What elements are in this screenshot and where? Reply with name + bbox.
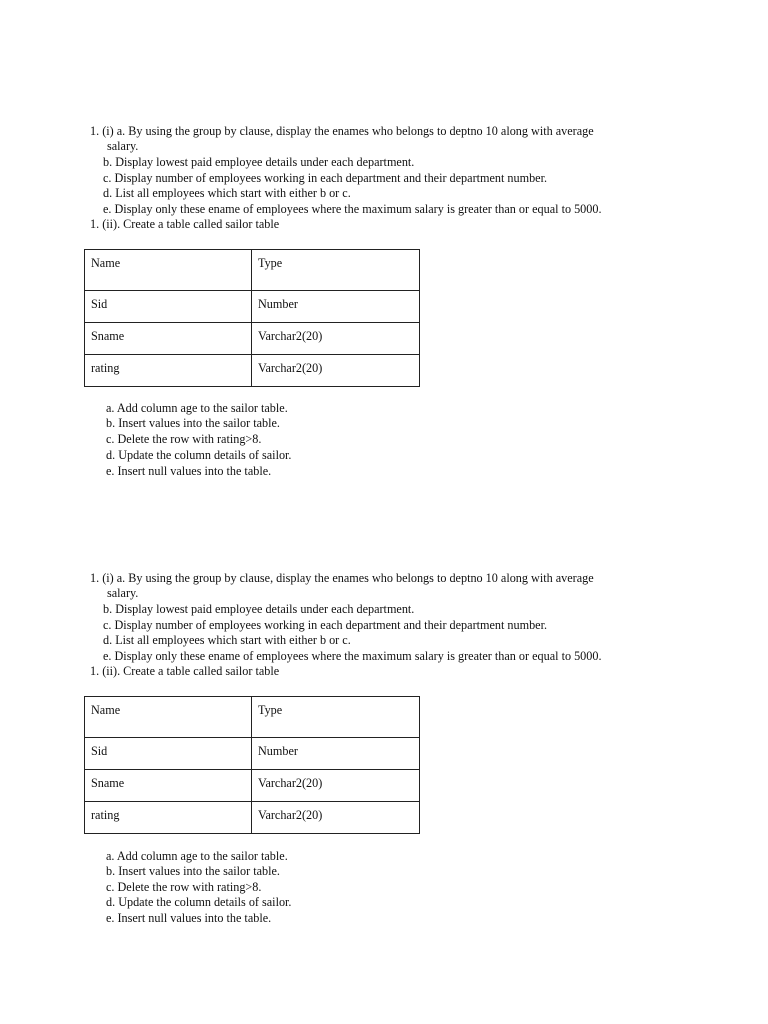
question-1-i-e: e. Display only these ename of employees where the maximum salary is greater than or equal to 5000. [103, 202, 602, 216]
table-cell: Number [252, 738, 420, 770]
task-item: b. Insert values into the sailor table. [106, 864, 280, 878]
task-item: d. Update the column details of sailor. [106, 895, 292, 909]
table-cell: Varchar2(20) [252, 323, 420, 355]
question-1-ii: 1. (ii). Create a table called sailor table [90, 217, 280, 231]
table-cell: Sname [85, 323, 252, 355]
question-1-ii: 1. (ii). Create a table called sailor table [90, 664, 280, 678]
table-header-cell: Name [85, 250, 252, 291]
task-item: c. Delete the row with rating>8. [106, 880, 262, 894]
question-1-i-d: d. List all employees which start with either b or c. [103, 633, 351, 647]
table-cell: Varchar2(20) [252, 355, 420, 387]
table-cell: Sid [85, 291, 252, 323]
table-row [85, 355, 420, 387]
table-row [85, 770, 420, 802]
table-cell: rating [85, 802, 252, 834]
question-1-i-a-line1: 1. (i) a. By using the group by clause, display the enames who belongs to deptno 10 along with average [90, 571, 594, 585]
question-1-i-a-line1: 1. (i) a. By using the group by clause, display the enames who belongs to deptno 10 along with average [90, 124, 594, 138]
task-item: b. Insert values into the sailor table. [106, 416, 280, 430]
table-cell: rating [85, 355, 252, 387]
task-item: a. Add column age to the sailor table. [106, 401, 288, 415]
table-cell: Sid [85, 738, 252, 770]
question-1-i-a-line2: salary. [107, 139, 139, 153]
table-cell: Number [252, 291, 420, 323]
table-row [85, 291, 420, 323]
table-header-row [85, 697, 420, 738]
sailor-table [84, 249, 420, 387]
table-header-row [85, 250, 420, 291]
task-item: e. Insert null values into the table. [106, 911, 272, 925]
question-1-i-e: e. Display only these ename of employees where the maximum salary is greater than or equal to 5000. [103, 649, 602, 663]
question-1-i-d: d. List all employees which start with either b or c. [103, 186, 351, 200]
task-item: a. Add column age to the sailor table. [106, 849, 288, 863]
table-row [85, 738, 420, 770]
table-cell: Varchar2(20) [252, 802, 420, 834]
table-header-cell: Type [252, 697, 420, 738]
question-1-i-a-line2: salary. [107, 586, 139, 600]
table-row [85, 802, 420, 834]
table-header-cell: Name [85, 697, 252, 738]
question-1-i-b: b. Display lowest paid employee details under each department. [103, 602, 415, 616]
table-cell: Varchar2(20) [252, 770, 420, 802]
question-1-i-b: b. Display lowest paid employee details under each department. [103, 155, 415, 169]
question-1-i-c: c. Display number of employees working in each department and their department number. [103, 618, 548, 632]
question-1-i-c: c. Display number of employees working in each department and their department number. [103, 171, 548, 185]
task-item: c. Delete the row with rating>8. [106, 432, 262, 446]
table-header-cell: Type [252, 250, 420, 291]
task-item: d. Update the column details of sailor. [106, 448, 292, 462]
table-cell: Sname [85, 770, 252, 802]
table-row [85, 323, 420, 355]
task-item: e. Insert null values into the table. [106, 464, 272, 478]
sailor-table [84, 696, 420, 834]
